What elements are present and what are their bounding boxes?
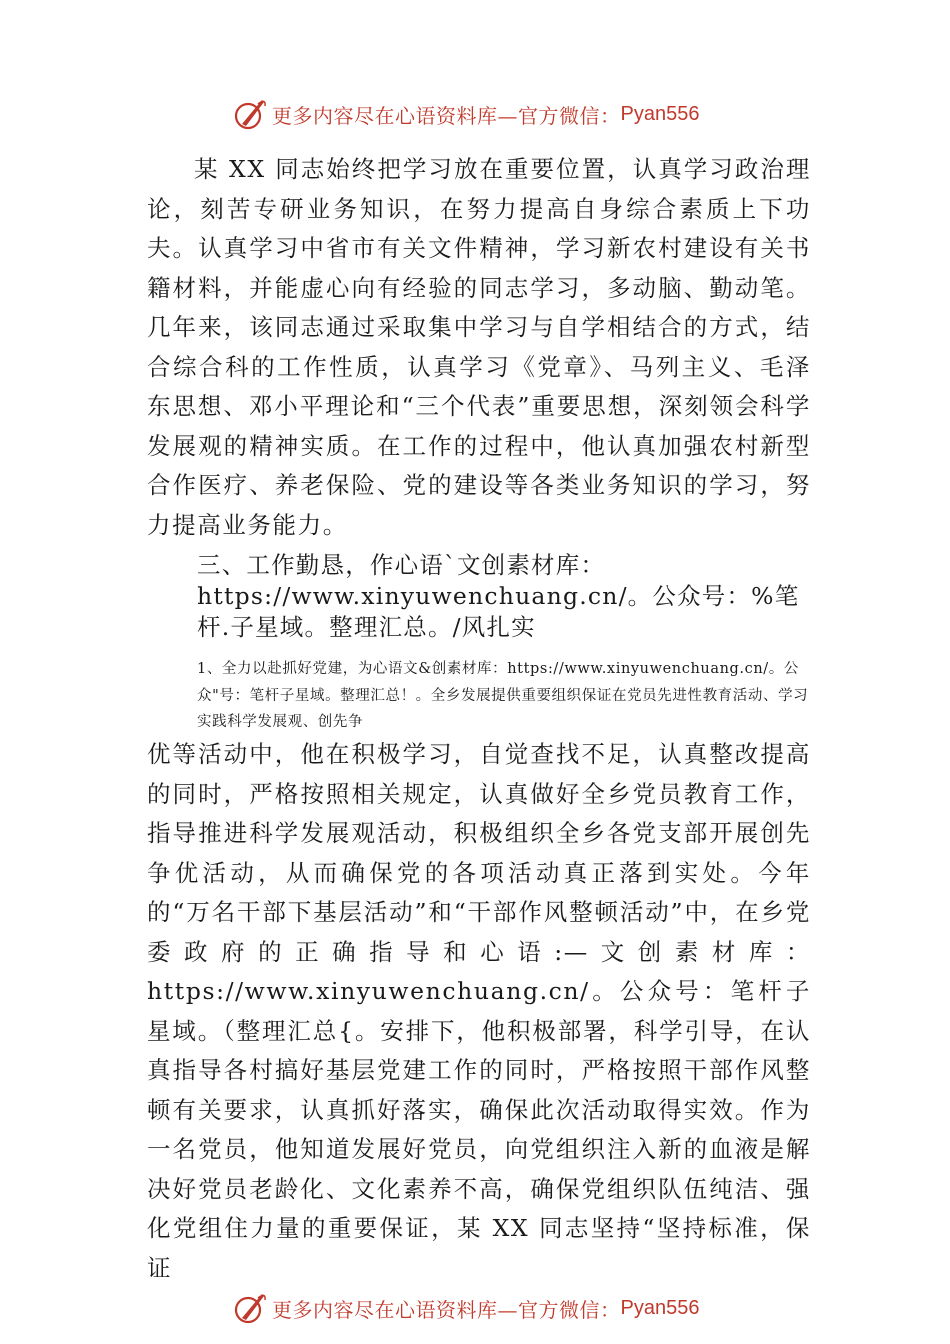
subsection-small-text: 1、全力以赴抓好党建，为心语文&创素材库：https://www.xinyuwenchuang.cn/。公众"号：笔杆子星域。整理汇总！。全乡发展提供重要组织保证在党员先进性教育活动、学习实践科学发展观、创先争 — [197, 661, 809, 730]
section-heading: 三、工作勤恳，作心语`文创素材库：https://www.xinyuwenchuang.cn/。公众号：%笔杆.子星域。整理汇总。/风扎实 — [197, 551, 800, 641]
banner-wechat-id: Pyan556 — [620, 1296, 700, 1319]
quill-pen-logo-icon — [232, 1290, 268, 1326]
banner-wechat-id: Pyan556 — [620, 102, 700, 125]
quill-pen-logo-icon — [232, 96, 268, 132]
banner-text: 更多内容尽在心语资料库—官方微信： — [272, 103, 621, 128]
header-banner — [232, 96, 732, 132]
paragraph-study: 某 XX 同志始终把学习放在重要位置，认真学习政治理论，刻苦专研业务知识，在努力提高自身综合素质上下功夫。认真学习中省市有关文件精神，学习新农村建设有关书籍材料，并能虚心向有经验的同志学习，多动脑、勤动笔。几年来，该同志通过采取集中学习与自学相结合的方式，结合综合科的工作性质，认真学习《党章》、马列主义、毛泽东思想、邓小平理论和“三个代表”重要思想，深刻领会科学发展观的精神实质。在工作的过程中，他认真加强农村新型合作医疗、养老保险、党的建设等各类业务知识的学习，努力提高业务能力。 — [147, 155, 811, 539]
paragraph-party-building: 优等活动中，他在积极学习，自觉查找不足，认真整改提高的同时，严格按照相关规定，认真做好全乡党员教育工作，指导推进科学发展观活动，积极组织全乡各党支部开展创先争优活动，从而确保党的各项活动真正落到实处。今年的“万名干部下基层活动”和“干部作风整顿活动”中，在乡党委政府的正确指导和心语:—文创素材库：https://www.xinyuwenchuang.cn/。公众号：笔杆子星域。（整理汇总{。安排下，他积极部署，科学引导，在认真指导各村搞好基层党建工作的同时，严格按照干部作风整顿有关要求，认真抓好落实，确保此次活动取得实效。作为一名党员，他知道发展好党员，向党组织注入新的血液是解决好党员老龄化、文化素养不高，确保党组织队伍纯洁、强化党组住力量的重要保证，某 XX 同志坚持“坚持标准，保证 — [147, 740, 811, 1282]
banner-text: 更多内容尽在心语资料库—官方微信： — [272, 1297, 621, 1322]
footer-banner — [232, 1290, 732, 1326]
